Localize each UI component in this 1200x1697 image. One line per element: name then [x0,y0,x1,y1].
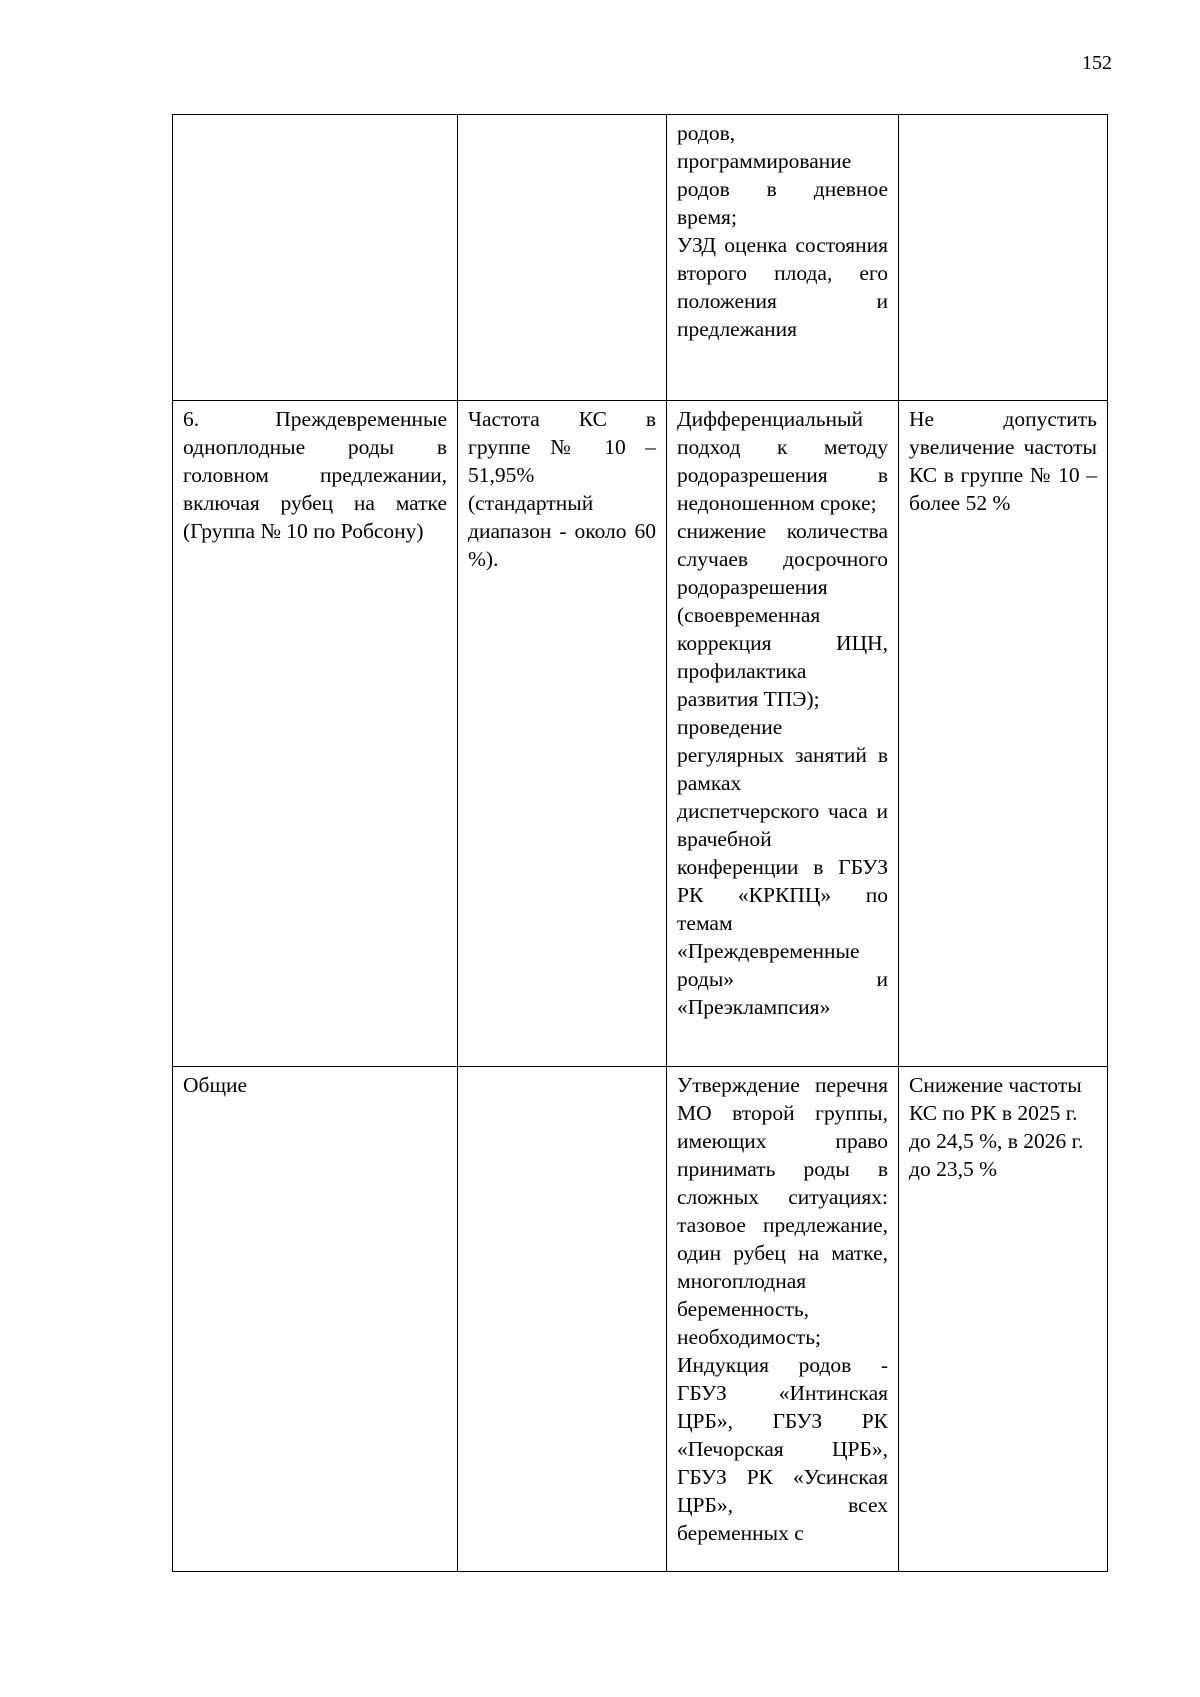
table-cell-measures [667,1067,899,1572]
table-cell-group [173,115,458,401]
table-row [173,401,1108,1067]
table-cell-indicator [458,401,667,1067]
table-cell-group [173,1067,458,1572]
page-number: 152 [1082,52,1112,74]
table-row [173,115,1108,401]
table-cell-target [899,1067,1108,1572]
cell-paragraph: Частота КС в группе № 10 – 51,95% (стандартный диапазон - около 60 %). [468,407,656,571]
cell-paragraph: Не допустить увеличение частоты КС в группе № 10 – более 52 % [909,407,1097,515]
table-cell-measures [667,115,899,401]
cell-paragraph: родов, программирование родов в дневное время; [677,121,888,229]
cell-paragraph: УЗД оценка состояния второго плода, его положения и предлежания [677,233,888,341]
measures-table [172,114,1108,1572]
table-row [173,1067,1108,1572]
cell-paragraph: Снижение частоты КС по РК в 2025 г. до 24,5 %, в 2026 г. до 23,5 % [909,1073,1084,1181]
table-cell-target [899,115,1108,401]
cell-paragraph: Утверждение перечня МО второй группы, имеющих право принимать роды в сложных ситуациях: тазовое предлежание, один рубец на матке, многоплодная беременность, необходимость; [677,1073,888,1349]
cell-paragraph: 6. Преждевременные одноплодные роды в головном предлежании, включая рубец на матке (Группа № 10 по Робсону) [183,407,447,543]
cell-paragraph: Индукция родов - ГБУЗ «Интинская ЦРБ», ГБУЗ РК «Печорская ЦРБ», ГБУЗ РК «Усинская ЦРБ», всех беременных с [677,1353,888,1545]
cell-paragraph: Общие [183,1073,248,1097]
cell-paragraph: Дифференциальный подход к методу родоразрешения в недоношенном сроке; [677,407,888,515]
cell-paragraph: снижение количества случаев досрочного родоразрешения (своевременная коррекция ИЦН, профилактика развития ТПЭ); [677,519,888,711]
table-cell-measures [667,401,899,1067]
table-cell-target [899,401,1108,1067]
table-cell-indicator [458,115,667,401]
table-cell-group [173,401,458,1067]
table-cell-indicator [458,1067,667,1572]
cell-paragraph: проведение регулярных занятий в рамках диспетчерского часа и врачебной конференции в ГБУЗ РК «КРКПЦ» по темам «Преждевременные роды» и «Преэклампсия» [677,715,888,1019]
